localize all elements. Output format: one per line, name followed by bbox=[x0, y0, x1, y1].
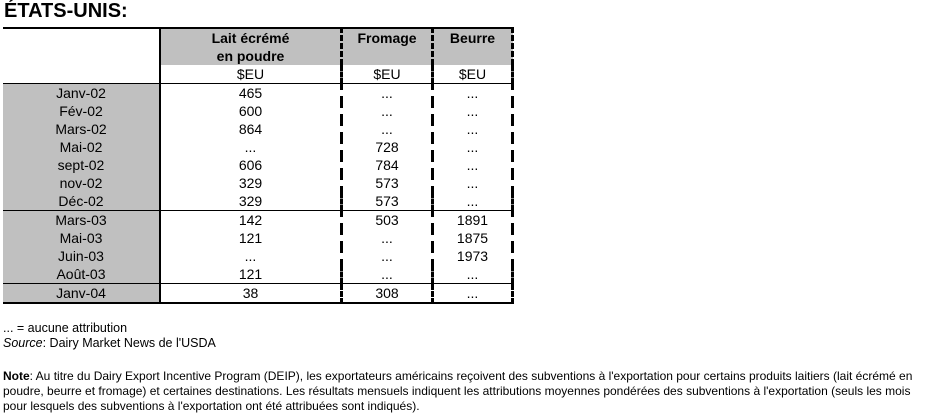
source-label: Source bbox=[3, 336, 43, 350]
row-beurre: ... bbox=[433, 192, 513, 211]
page-title: ÉTATS-UNIS: bbox=[4, 0, 128, 22]
header-beurre: Beurre bbox=[433, 28, 513, 65]
row-lait: 465 bbox=[160, 84, 342, 103]
row-beurre: ... bbox=[433, 156, 513, 174]
row-lait: ... bbox=[160, 247, 342, 265]
row-fromage: 503 bbox=[342, 211, 433, 230]
row-lait: 142 bbox=[160, 211, 342, 230]
row-fromage: 573 bbox=[342, 192, 433, 211]
units-empty-cell bbox=[3, 65, 160, 84]
notes-block bbox=[3, 321, 216, 351]
row-beurre: ... bbox=[433, 102, 513, 120]
source-line bbox=[3, 336, 216, 351]
row-lait: 38 bbox=[160, 284, 342, 304]
row-fromage: ... bbox=[342, 120, 433, 138]
row-date: Déc-02 bbox=[3, 192, 160, 211]
row-date: Janv-02 bbox=[3, 84, 160, 103]
table-row bbox=[3, 211, 513, 230]
source-text: : Dairy Market News de l'USDA bbox=[42, 336, 216, 350]
table-row bbox=[3, 192, 513, 211]
row-lait: 329 bbox=[160, 174, 342, 192]
table-header-row bbox=[3, 28, 513, 65]
row-beurre: 1875 bbox=[433, 229, 513, 247]
table-row bbox=[3, 84, 513, 103]
row-date: Mai-02 bbox=[3, 138, 160, 156]
header-lait-line2: en poudre bbox=[216, 48, 285, 64]
row-lait: 600 bbox=[160, 102, 342, 120]
row-beurre: ... bbox=[433, 265, 513, 284]
table-row bbox=[3, 247, 513, 265]
row-date: nov-02 bbox=[3, 174, 160, 192]
table-units-row bbox=[3, 65, 513, 84]
header-fromage: Fromage bbox=[342, 28, 433, 65]
row-lait: 606 bbox=[160, 156, 342, 174]
header-lait bbox=[160, 28, 342, 65]
row-fromage: 573 bbox=[342, 174, 433, 192]
row-date: Juin-03 bbox=[3, 247, 160, 265]
row-fromage: ... bbox=[342, 84, 433, 103]
table-row bbox=[3, 138, 513, 156]
unit-fromage: $EU bbox=[342, 65, 433, 84]
row-lait: ... bbox=[160, 138, 342, 156]
row-fromage: ... bbox=[342, 247, 433, 265]
row-beurre: 1973 bbox=[433, 247, 513, 265]
row-date: Fév-02 bbox=[3, 102, 160, 120]
row-fromage: 728 bbox=[342, 138, 433, 156]
row-beurre: ... bbox=[433, 284, 513, 304]
row-beurre: ... bbox=[433, 84, 513, 103]
unit-lait: $EU bbox=[160, 65, 342, 84]
header-lait-line1: Lait écrémé bbox=[211, 30, 290, 46]
row-beurre: ... bbox=[433, 174, 513, 192]
row-date: Août-03 bbox=[3, 265, 160, 284]
row-date: Mars-02 bbox=[3, 120, 160, 138]
row-date: Janv-04 bbox=[3, 284, 160, 304]
row-fromage: ... bbox=[342, 229, 433, 247]
table-row bbox=[3, 102, 513, 120]
row-beurre: ... bbox=[433, 120, 513, 138]
row-beurre: 1891 bbox=[433, 211, 513, 230]
note-text: : Au titre du Dairy Export Incentive Program (DEIP), les exportateurs américains reçoivent des subventions à l'exportation pour certains produits laitiers (lait écrémé en poudre, beurre et fromage) et certaines destinations. Les résultats mensuels indiquent les attributions moyennes pondérées des subventions à l'exportation (seuls les mois pour lesquels des subventions à l'exportation ont été attribuées sont indiqués). bbox=[3, 369, 913, 413]
row-fromage: ... bbox=[342, 102, 433, 120]
header-empty-cell bbox=[3, 28, 160, 65]
table-row bbox=[3, 229, 513, 247]
row-fromage: 784 bbox=[342, 156, 433, 174]
table-row bbox=[3, 120, 513, 138]
row-lait: 329 bbox=[160, 192, 342, 211]
row-lait: 121 bbox=[160, 229, 342, 247]
row-date: Mai-03 bbox=[3, 229, 160, 247]
table-row bbox=[3, 284, 513, 304]
legend-text: ... = aucune attribution bbox=[3, 321, 128, 335]
row-beurre: ... bbox=[433, 138, 513, 156]
row-lait: 864 bbox=[160, 120, 342, 138]
row-fromage: ... bbox=[342, 265, 433, 284]
unit-beurre: $EU bbox=[433, 65, 513, 84]
row-fromage: 308 bbox=[342, 284, 433, 304]
table-row bbox=[3, 265, 513, 284]
note-label: Note bbox=[3, 369, 30, 383]
table-row bbox=[3, 174, 513, 192]
row-lait: 121 bbox=[160, 265, 342, 284]
row-date: sept-02 bbox=[3, 156, 160, 174]
table-row bbox=[3, 156, 513, 174]
row-date: Mars-03 bbox=[3, 211, 160, 230]
subsidy-table bbox=[3, 27, 514, 304]
note-paragraph bbox=[3, 369, 931, 414]
